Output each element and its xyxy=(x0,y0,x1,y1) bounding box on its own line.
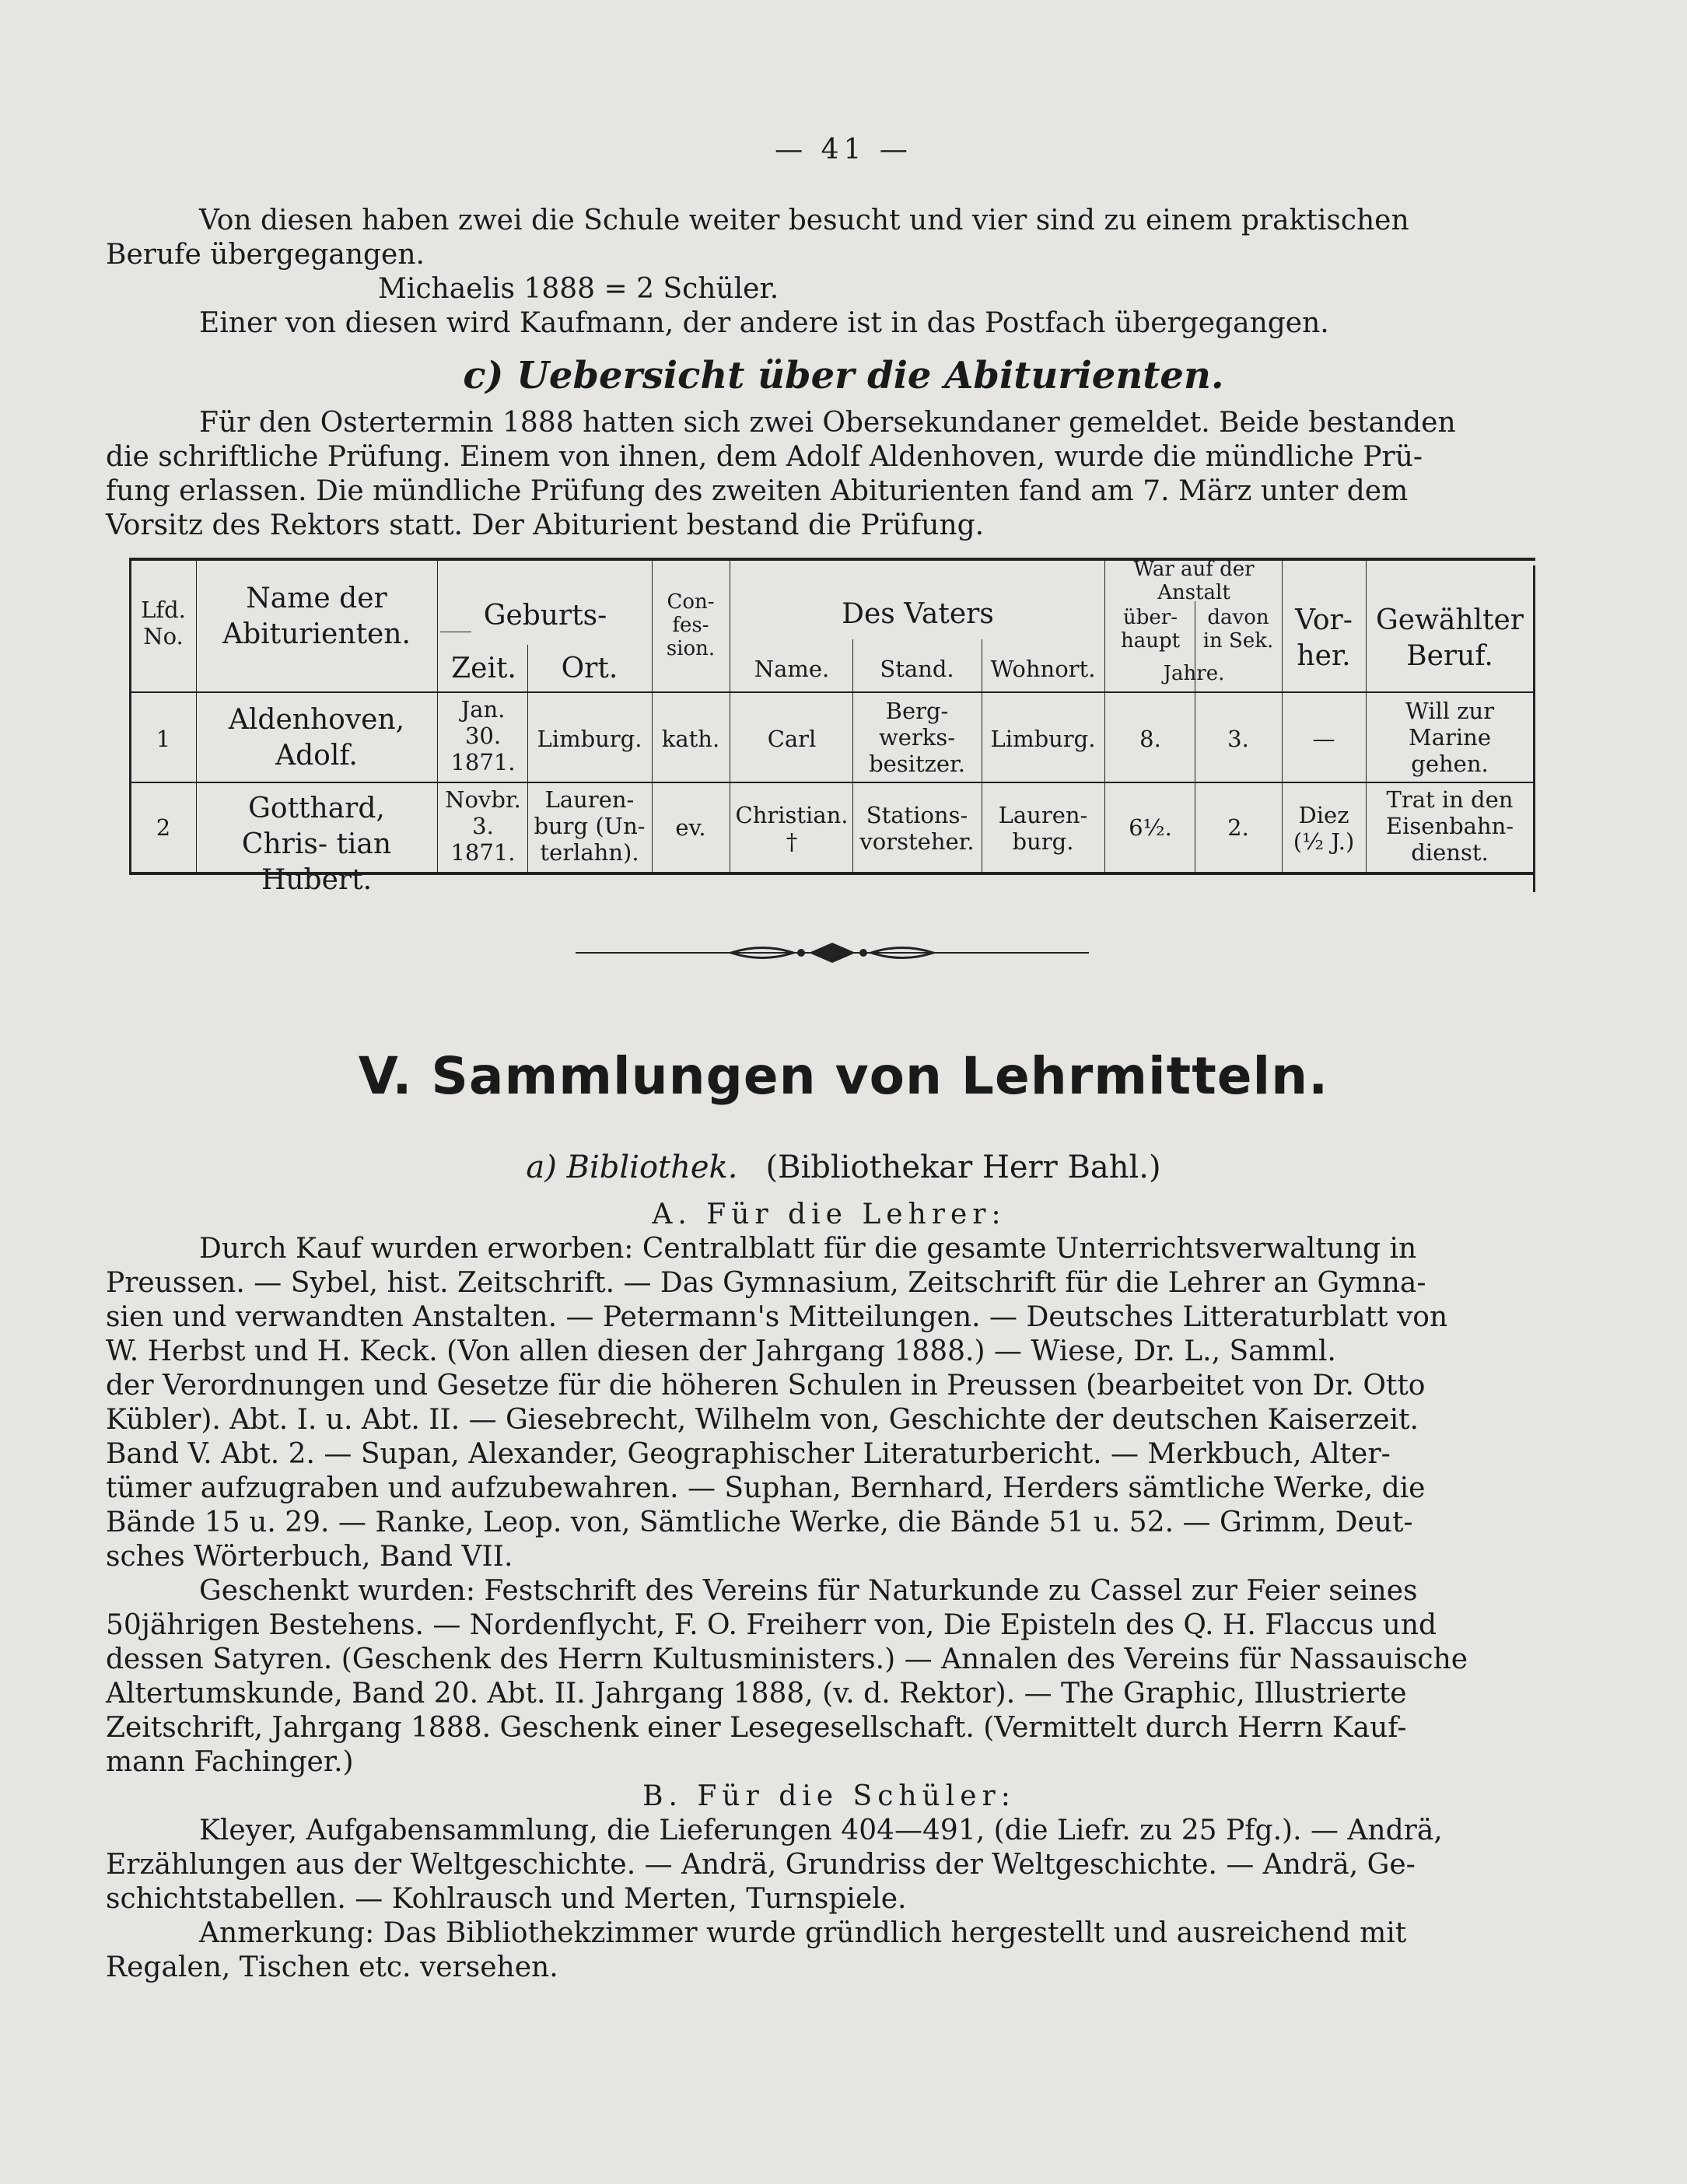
table-rule xyxy=(852,639,853,875)
lehrer-block xyxy=(106,1198,1552,1985)
text-line: Durch Kauf wurden erworben: Centralblatt für die gesamte Unterrichtsverwaltung in xyxy=(199,1233,1417,1265)
text-line: Regalen, Tischen etc. versehen. xyxy=(106,1951,558,1983)
text-line: Vorsitz des Rektors statt. Der Abiturient bestand die Prüfung. xyxy=(106,509,985,541)
table-rule xyxy=(652,558,653,875)
text-line: sien und verwandten Anstalten. — Petermann's Mitteilungen. — Deutsches Litteraturblatt von xyxy=(106,1301,1448,1333)
text-line: Erzählungen aus der Weltgeschichte. — Andrä, Grundriss der Weltgeschichte. — Andrä, Ge- xyxy=(106,1849,1416,1881)
bibliothek-line xyxy=(0,1150,1687,1185)
header-vater: Des Vaters xyxy=(842,598,994,630)
table-rule xyxy=(196,558,197,875)
table-rule xyxy=(129,558,1535,561)
text-line: Michaelis 1888 = 2 Schüler. xyxy=(378,273,779,305)
row1-vater-name: Carl xyxy=(767,726,817,752)
text-line: dessen Satyren. (Geschenk des Herrn Kultusministers.) — Annalen des Vereins für Nassauische xyxy=(106,1643,1468,1675)
row2-ueberhaupt: 6½. xyxy=(1129,814,1172,841)
page-number: — 41 — xyxy=(775,134,912,166)
lehrer-heading: A. Für die Lehrer: xyxy=(652,1199,1006,1230)
table-rule xyxy=(437,558,438,875)
bibliothek-note: (Bibliothekar Herr Bahl.) xyxy=(765,1150,1161,1185)
header-confession: Con- fes- sion. xyxy=(666,590,716,660)
row2-ort: Lauren- burg (Un- terlahn). xyxy=(534,786,646,866)
schueler-heading: B. Für die Schüler: xyxy=(642,1780,1016,1812)
intro-paragraph xyxy=(106,204,1552,341)
text-line: Kleyer, Aufgabensammlung, die Lieferungen 404—491, (die Liefr. zu 25 Pfg.). — Andrä, xyxy=(199,1815,1443,1846)
text-line: sches Wörterbuch, Band VII. xyxy=(106,1541,513,1573)
header-beruf: Gewählter Beruf. xyxy=(1375,604,1524,672)
text-line: W. Herbst und H. Keck. (Von allen diesen der Jahrgang 1888.) — Wiese, Dr. L., Samml. xyxy=(106,1335,1336,1367)
header-anstalt: War auf der Anstalt xyxy=(1133,558,1255,604)
header-name: Name der Abiturienten. xyxy=(222,583,411,650)
text-line: 50jährigen Bestehens. — Nordenflycht, F. O. Freiherr von, Die Episteln des Q. H. Flaccus und xyxy=(106,1609,1437,1641)
ornament-divider-icon xyxy=(576,933,1089,972)
header-ort: Ort. xyxy=(561,653,618,684)
row1-vater-stand: Berg- werks- besitzer. xyxy=(869,698,965,777)
text-line: die schriftliche Prüfung. Einem von ihnen, dem Adolf Aldenhoven, wurde die mündliche Prü- xyxy=(106,441,1423,473)
text-line: Berufe übergegangen. xyxy=(106,239,425,271)
row2-vater-name: Christian. † xyxy=(735,802,849,855)
text-line: Zeitschrift, Jahrgang 1888. Geschenk einer Lesegesellschaft. (Vermittelt durch Herrn Kauf- xyxy=(106,1712,1407,1744)
table-rule xyxy=(1282,558,1283,875)
header-zeit: Zeit. xyxy=(451,653,516,684)
row2-vater-stand: Stations- vorsteher. xyxy=(859,802,975,855)
header-vater-name: Name. xyxy=(754,656,830,682)
header-vorher: Vor- her. xyxy=(1295,604,1353,672)
row2-beruf: Trat in den Eisenbahn- dienst. xyxy=(1385,786,1514,866)
text-line: schichtstabellen. — Kohlrausch und Merten, Turnspiele. xyxy=(106,1883,907,1915)
text-line: Einer von diesen wird Kaufmann, der andere ist in das Postfach übergegangen. xyxy=(199,307,1329,339)
abiturienten-table xyxy=(129,558,1535,896)
row2-no: 2 xyxy=(156,814,171,841)
row2-in-sek: 2. xyxy=(1227,814,1249,841)
text-line: Preussen. — Sybel, hist. Zeitschrift. — Das Gymnasium, Zeitschrift für die Lehrer an Gymna- xyxy=(106,1267,1426,1299)
text-line: Anmerkung: Das Bibliothekzimmer wurde gründlich hergestellt und ausreichend mit xyxy=(199,1917,1407,1949)
text-line: tümer aufzugraben und aufzubewahren. — Suphan, Bernhard, Herders sämtliche Werke, die xyxy=(106,1472,1426,1504)
table-rule xyxy=(129,782,1535,783)
text-line: Für den Ostertermin 1888 hatten sich zwei Obersekundaner gemeldet. Beide bestanden xyxy=(199,407,1456,439)
table-rule xyxy=(1533,565,1535,892)
abiturienten-paragraph xyxy=(106,406,1552,543)
bibliothek-label: a) Bibliothek. xyxy=(526,1150,738,1185)
text-line: Bände 15 u. 29. — Ranke, Leop. von, Sämtliche Werke, die Bände 51 u. 52. — Grimm, Deut- xyxy=(106,1507,1413,1538)
row1-ueberhaupt: 8. xyxy=(1139,726,1161,752)
row2-vater-wohnort: Lauren- burg. xyxy=(998,802,1088,855)
header-ueberhaupt: über- haupt xyxy=(1120,606,1181,653)
row2-name: Gotthard, Chris- tian Hubert. xyxy=(241,793,392,896)
header-geburts: Geburts- xyxy=(483,600,607,632)
header-davon: davon in Sek. xyxy=(1202,606,1274,653)
header-vater-stand: Stand. xyxy=(880,656,954,682)
text-line: fung erlassen. Die mündliche Prüfung des zweiten Abiturienten fand am 7. März unter dem xyxy=(106,475,1409,507)
table-rule xyxy=(1104,558,1105,875)
row1-vorher: — xyxy=(1312,726,1335,752)
row1-name: Aldenhoven, Adolf. xyxy=(228,704,405,772)
row1-vater-wohnort: Limburg. xyxy=(990,726,1096,752)
row2-vorher: Diez (½ J.) xyxy=(1293,802,1355,855)
header-jahre: Jahre. xyxy=(1163,662,1225,685)
table-rule xyxy=(1366,558,1367,875)
text-line: Von diesen haben zwei die Schule weiter besucht und vier sind zu einem praktischen xyxy=(199,205,1409,236)
table-rule xyxy=(129,558,131,875)
text-line: Altertumskunde, Band 20. Abt. II. Jahrgang 1888, (v. d. Rektor). — The Graphic, Illustrierte xyxy=(106,1678,1407,1710)
table-rule xyxy=(129,691,1535,693)
row1-in-sek: 3. xyxy=(1227,726,1249,752)
row1-ort: Limburg. xyxy=(537,726,642,752)
text-line: Geschenkt wurden: Festschrift des Vereins für Naturkunde zu Cassel zur Feier seines xyxy=(199,1575,1418,1607)
row1-beruf: Will zur Marine gehen. xyxy=(1405,698,1495,777)
row2-confession: ev. xyxy=(675,814,706,841)
row1-confession: kath. xyxy=(661,726,720,752)
row1-zeit: Jan. 30. 1871. xyxy=(450,696,516,775)
header-vater-wohnort: Wohnort. xyxy=(990,656,1096,682)
text-line: Band V. Abt. 2. — Supan, Alexander, Geographischer Literaturbericht. — Merkbuch, Alter- xyxy=(106,1438,1391,1470)
text-line: mann Fachinger.) xyxy=(106,1746,354,1778)
row1-no: 1 xyxy=(156,726,171,752)
row2-zeit: Novbr. 3. 1871. xyxy=(445,786,521,866)
table-rule xyxy=(527,645,528,875)
text-line: Kübler). Abt. I. u. Abt. II. — Giesebrecht, Wilhelm von, Geschichte der deutschen Kaiserzeit. xyxy=(106,1404,1419,1436)
text-line: der Verordnungen und Gesetze für die höheren Schulen in Preussen (bearbeitet von Dr. Otto xyxy=(106,1370,1426,1402)
section-heading: V. Sammlungen von Lehrmitteln. xyxy=(358,1046,1329,1106)
header-lfd: Lfd. No. xyxy=(141,597,186,649)
abiturienten-heading: c) Uebersicht über die Abiturienten. xyxy=(463,354,1224,397)
